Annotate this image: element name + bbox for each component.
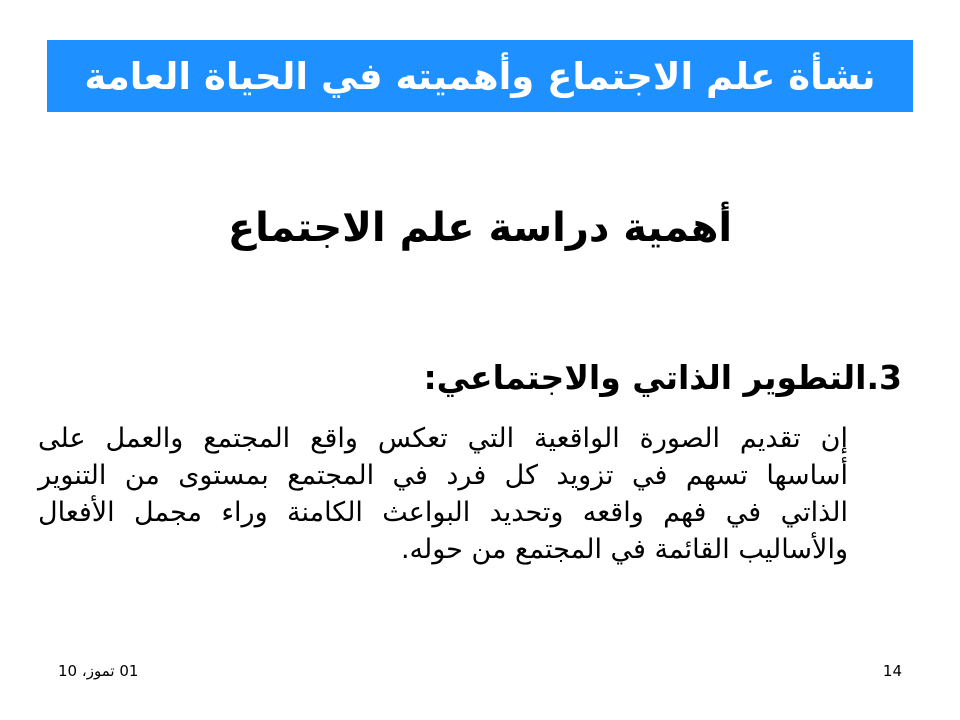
body-line-2: أساسها تسهم في تزويد كل فرد في المجتمع بمستوى من التنوير [38, 460, 848, 491]
body-line-1: إن تقديم الصورة الواقعية التي تعكس واقع المجتمع والعمل على [38, 423, 848, 454]
footer-date: 01 تموز، 10 [58, 662, 139, 680]
body-line-3: الذاتي في فهم واقعه وتحديد البواعث الكامنة وراء مجمل الأفعال [38, 497, 848, 528]
page-number: 14 [882, 662, 902, 680]
slide-title: نشأة علم الاجتماع وأهميته في الحياة العامة [84, 54, 876, 98]
slide-subtitle: أهمية دراسة علم الاجتماع [227, 205, 733, 251]
title-banner [47, 40, 913, 112]
body-line-4: والأساليب القائمة في المجتمع من حوله. [400, 534, 848, 565]
section-heading: 3.التطوير الذاتي والاجتماعي: [423, 358, 902, 397]
body-paragraph [38, 420, 848, 568]
